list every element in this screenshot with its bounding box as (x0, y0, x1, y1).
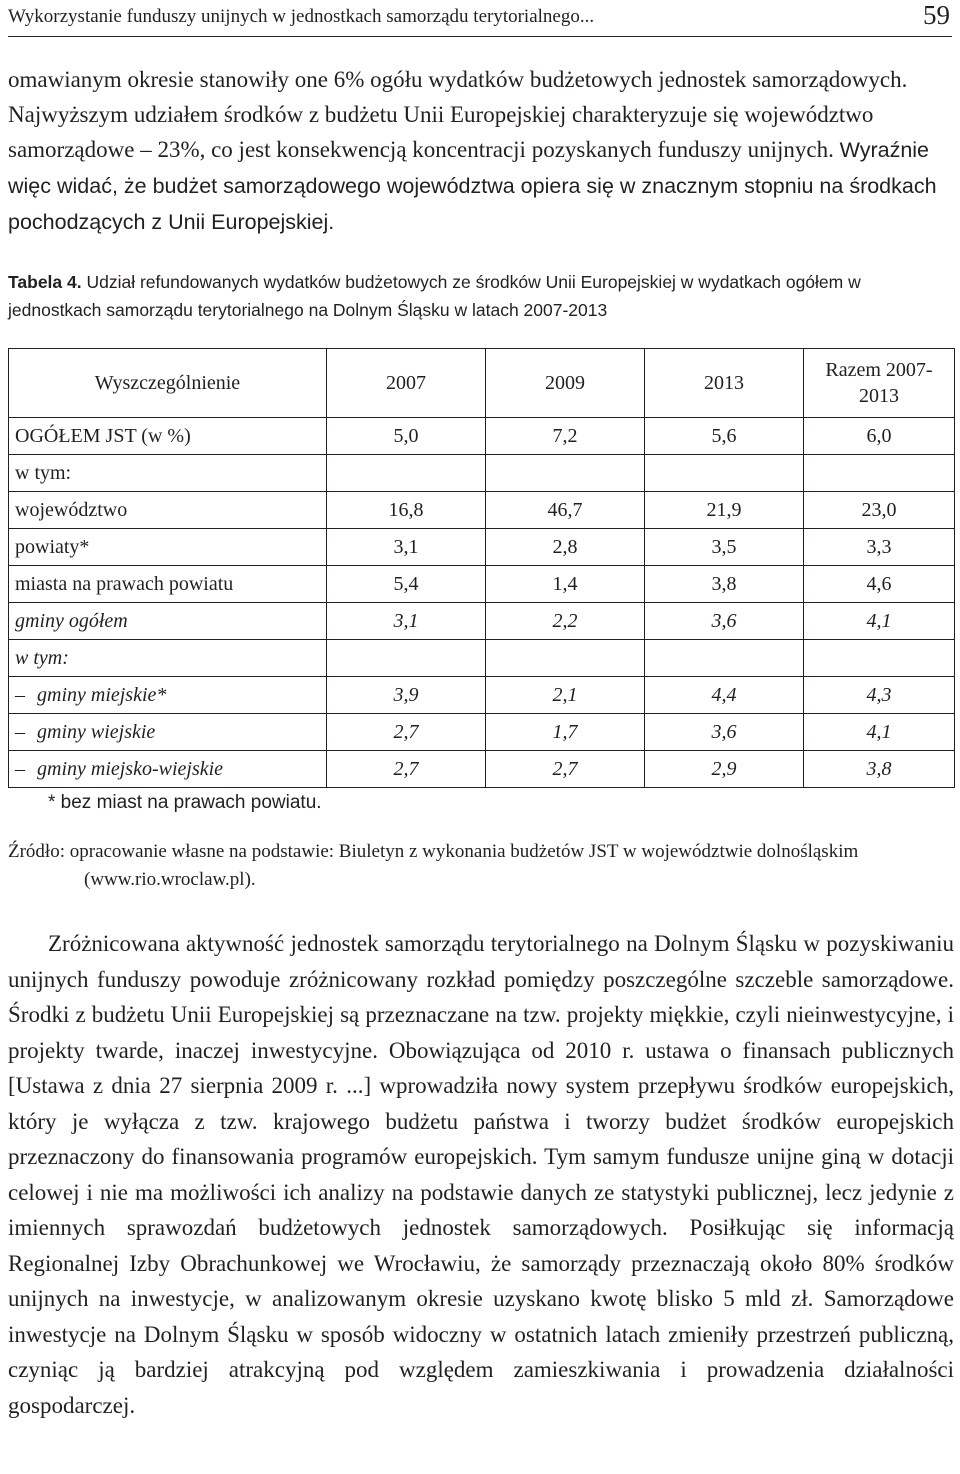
cell-2009: 46,7 (486, 492, 645, 529)
cell-total: 3,3 (804, 529, 955, 566)
table-row (9, 677, 955, 714)
row-label: gminy miejskie* (37, 683, 167, 706)
table-caption (8, 268, 956, 324)
cell-2007: 2,7 (327, 714, 486, 751)
paragraph-bottom: Zróżnicowana aktywność jednostek samorządu terytorialnego na Dolnym Śląsku w pozyskiwaniu unijnych funduszy powoduje zróżnicowany rozkład pomiędzy poszczególne szczeble samorządowe. Środki z budżetu Unii Europejskiej są przeznaczane na tzw. projekty miękkie, czyli nieinwestycyjne, i projekty twarde, inaczej inwestycyjne. Obowiązująca od 2010 r. ustawa o finansach publicznych [Ustawa z dnia 27 sierpnia 2009 r. ...] wprowadziła nowy system przepływu środków europejskich, który je wyłącza z tzw. krajowego budżetu państwa i tworzy budżet środków europejskich przeznaczony do finansowania programów europejskich. Tym samym fundusze unijne giną w dotacji celowej i nie ma możliwości ich analizy na podstawie danych ze statystyki publicznej, lecz jedynie z imiennych sprawozdań budżetowych jednostek samorządowych. Posiłkując się informacją Regionalnej Izby Obrachunkowej we Wrocławiu, że samorządy przeznaczają około 80% środków unijnych na inwestycje, w analizowanym okresie uzyskano kwotę blisko 5 mld zł. Samorządowe inwestycje na Dolnym Śląsku w sposób widoczny w ostatnich latach zmieniły przestrzeń publiczną, czyniąc ją bardziej atrakcyjną pod względem zamieszkiwania i prowadzenia działalności gospodarczej. (8, 931, 954, 1418)
row-label: gminy wiejskie (37, 720, 156, 743)
row-label-cell (9, 751, 327, 788)
table-row (9, 714, 955, 751)
table-row (9, 529, 955, 566)
cell-2009 (486, 455, 645, 492)
cell-total (804, 455, 955, 492)
cell-2009: 1,7 (486, 714, 645, 751)
table-row (9, 418, 955, 455)
cell-2013: 4,4 (645, 677, 804, 714)
cell-2007: 2,7 (327, 751, 486, 788)
cell-2013: 21,9 (645, 492, 804, 529)
header-cell-total: Razem 2007-2013 (804, 349, 955, 418)
row-label: OGÓŁEM JST (w %) (9, 418, 327, 455)
paragraph-top (8, 62, 954, 240)
row-label: gminy ogółem (9, 603, 327, 640)
cell-total: 4,1 (804, 603, 955, 640)
header-cell-2013: 2013 (645, 349, 804, 418)
row-label: gminy miejsko-wiejskie (37, 757, 224, 780)
cell-2013: 3,5 (645, 529, 804, 566)
paragraph-top-serif: omawianym okresie stanowiły one 6% ogółu wydatków budżetowych jednostek samorządowych. Najwyższym udziałem środków z budżetu Unii Europejskiej charakteryzuje się województwo samorządowe – 23%, co jest konsekwencją koncentracji pozyskanych funduszy unijnych. (8, 67, 908, 162)
cell-2009: 2,1 (486, 677, 645, 714)
header-cell-2007: 2007 (327, 349, 486, 418)
cell-2013 (645, 455, 804, 492)
running-title: Wykorzystanie funduszy unijnych w jednostkach samorządu terytorialnego... (8, 6, 595, 27)
cell-total (804, 640, 955, 677)
row-label-cell (9, 714, 327, 751)
cell-2007: 3,1 (327, 603, 486, 640)
header-cell-label: Wyszczególnienie (9, 349, 327, 418)
row-label: miasta na prawach powiatu (9, 566, 327, 603)
table-header-row (9, 349, 955, 418)
cell-2009: 2,7 (486, 751, 645, 788)
source-note: Źródło: opracowanie własne na podstawie: Biuletyn z wykonania budżetów JST w województwie dolnośląskim (www.rio.wroclaw.pl). (8, 841, 859, 890)
cell-total: 3,8 (804, 751, 955, 788)
page-number: 59 (923, 0, 950, 30)
cell-2013: 5,6 (645, 418, 804, 455)
running-header (8, 0, 952, 37)
table-row (9, 566, 955, 603)
cell-2009: 7,2 (486, 418, 645, 455)
cell-2013: 2,9 (645, 751, 804, 788)
row-label: w tym: (9, 640, 327, 677)
dash-mark: – (15, 683, 25, 706)
dash-mark: – (15, 720, 25, 743)
table-footnote: * bez miast na prawach powiatu. (48, 792, 322, 813)
cell-2013 (645, 640, 804, 677)
cell-2013: 3,6 (645, 603, 804, 640)
table-caption-label: Tabela 4. (8, 272, 82, 292)
row-label: województwo (9, 492, 327, 529)
table-row (9, 455, 955, 492)
cell-2007: 3,1 (327, 529, 486, 566)
cell-2009: 2,2 (486, 603, 645, 640)
data-table (8, 348, 955, 788)
table-row (9, 751, 955, 788)
cell-2007: 5,4 (327, 566, 486, 603)
paragraph-top-sans: Wyraźnie więc widać, że budżet samorządowego województwa opiera się w znacznym stopniu na środkach pochodzących z Unii Europejskiej. (8, 138, 937, 234)
cell-total: 6,0 (804, 418, 955, 455)
cell-total: 4,6 (804, 566, 955, 603)
cell-2013: 3,8 (645, 566, 804, 603)
row-label: powiaty* (9, 529, 327, 566)
cell-total: 4,1 (804, 714, 955, 751)
cell-2007 (327, 640, 486, 677)
cell-2009: 2,8 (486, 529, 645, 566)
cell-2013: 3,6 (645, 714, 804, 751)
cell-total: 23,0 (804, 492, 955, 529)
table-row (9, 603, 955, 640)
row-label-cell (9, 677, 327, 714)
cell-2007: 16,8 (327, 492, 486, 529)
cell-2009: 1,4 (486, 566, 645, 603)
table-row (9, 492, 955, 529)
table-caption-text: Udział refundowanych wydatków budżetowych ze środków Unii Europejskiej w wydatkach ogółem w jednostkach samorządu terytorialnego na Dolnym Śląsku w latach 2007-2013 (8, 272, 861, 320)
dash-mark: – (15, 757, 25, 780)
cell-2009 (486, 640, 645, 677)
cell-2007 (327, 455, 486, 492)
cell-total: 4,3 (804, 677, 955, 714)
cell-2007: 3,9 (327, 677, 486, 714)
table-row (9, 640, 955, 677)
cell-2007: 5,0 (327, 418, 486, 455)
header-cell-2009: 2009 (486, 349, 645, 418)
row-label: w tym: (9, 455, 327, 492)
